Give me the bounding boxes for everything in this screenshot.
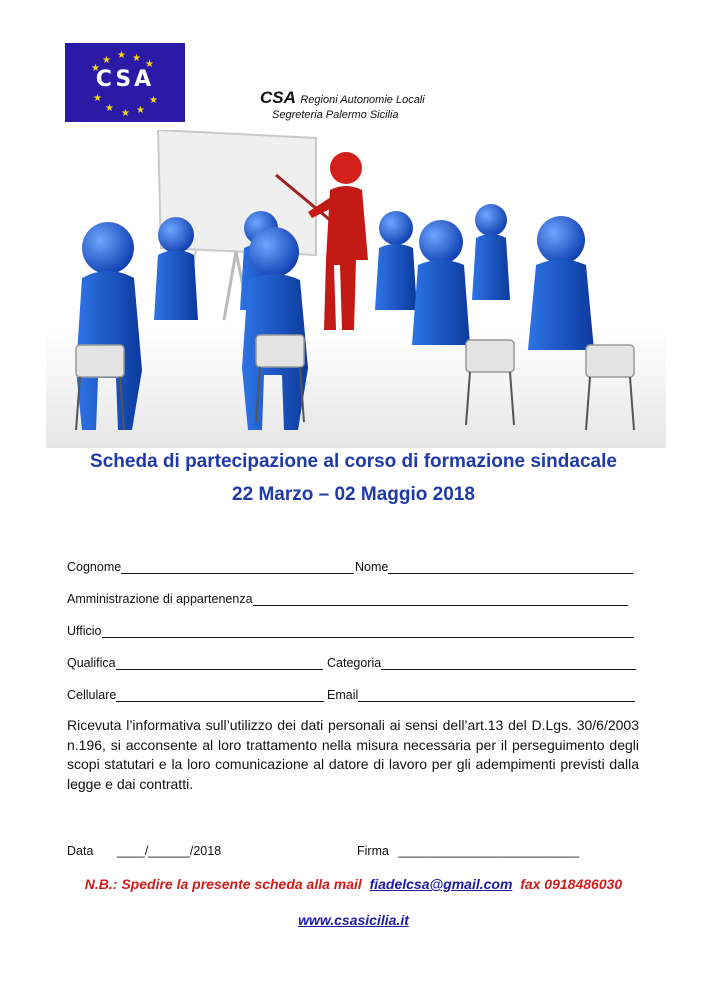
svg-text:★: ★ xyxy=(145,59,154,70)
classroom-illustration xyxy=(46,130,666,448)
ufficio-label: Ufficio xyxy=(67,624,102,638)
email-label: Email xyxy=(327,688,359,702)
signature-row[interactable] xyxy=(357,844,579,858)
org-office: Segreteria Palermo Sicilia xyxy=(272,109,399,121)
privacy-consent-text: Ricevuta l’informativa sull’utilizzo dei dati personali ai sensi dell’art.13 del D.Lgs. 30/6/2003 n.196, si acconsente al loro trattamento nella misura necessaria per il perseguimento degli scopi statutari e la loro comunicazione al datore di lavoro per gli adempimenti previsti dalla legge e dai contratti. xyxy=(67,717,639,792)
website-link[interactable]: www.csasicilia.it xyxy=(298,912,409,928)
svg-text:★: ★ xyxy=(136,105,145,116)
date-value[interactable]: ____/______/2018 xyxy=(116,844,222,858)
nome-line[interactable] xyxy=(388,561,633,574)
amministrazione-label: Amministrazione di appartenenza xyxy=(67,592,253,606)
categoria-field[interactable] xyxy=(327,656,636,670)
svg-text:★: ★ xyxy=(93,93,102,104)
website-row xyxy=(0,912,707,928)
date-label: Data xyxy=(67,844,94,858)
svg-text:★: ★ xyxy=(149,95,158,106)
amministrazione-field[interactable] xyxy=(67,592,628,606)
ufficio-line[interactable] xyxy=(102,625,634,638)
email-line[interactable] xyxy=(358,689,635,702)
cellulare-line[interactable] xyxy=(116,689,324,702)
qualifica-label: Qualifica xyxy=(67,656,116,670)
qualifica-field[interactable] xyxy=(67,656,323,670)
svg-text:★: ★ xyxy=(91,63,100,74)
csa-logo xyxy=(65,43,185,122)
cognome-label: Cognome xyxy=(67,560,122,574)
cellulare-field[interactable] xyxy=(67,688,324,702)
date-row[interactable] xyxy=(67,844,221,858)
org-subtitle: Regioni Autonomie Locali xyxy=(300,94,425,106)
categoria-label: Categoria xyxy=(327,656,382,670)
signature-line[interactable]: __________________________ xyxy=(398,844,580,858)
svg-text:★: ★ xyxy=(117,50,126,61)
submission-note xyxy=(0,876,707,892)
categoria-line[interactable] xyxy=(381,657,636,670)
svg-text:★: ★ xyxy=(121,108,130,119)
amministrazione-line[interactable] xyxy=(253,593,628,606)
course-dates: 22 Marzo – 02 Maggio 2018 xyxy=(232,484,475,505)
qualifica-line[interactable] xyxy=(116,657,323,670)
nome-label: Nome xyxy=(355,560,389,574)
form-title: Scheda di partecipazione al corso di formazione sindacale xyxy=(90,451,617,472)
nome-field[interactable] xyxy=(355,560,633,574)
email-field[interactable] xyxy=(327,688,635,702)
cellulare-label: Cellulare xyxy=(67,688,117,702)
svg-text:★: ★ xyxy=(105,103,114,114)
ufficio-field[interactable] xyxy=(67,624,634,638)
svg-text:★: ★ xyxy=(132,53,141,64)
logo-text: CSA xyxy=(95,67,155,92)
email-link[interactable]: fiadelcsa@gmail.com xyxy=(369,876,513,892)
cognome-line[interactable] xyxy=(121,561,354,574)
svg-text:★: ★ xyxy=(102,55,111,66)
note-prefix: N.B.: Spedire la presente scheda alla mail xyxy=(84,876,362,892)
org-heading xyxy=(260,88,425,108)
signature-label: Firma xyxy=(357,844,389,858)
org-name: CSA xyxy=(260,88,296,107)
cognome-field[interactable] xyxy=(67,560,354,574)
fax-number: fax 0918486030 xyxy=(520,876,623,892)
